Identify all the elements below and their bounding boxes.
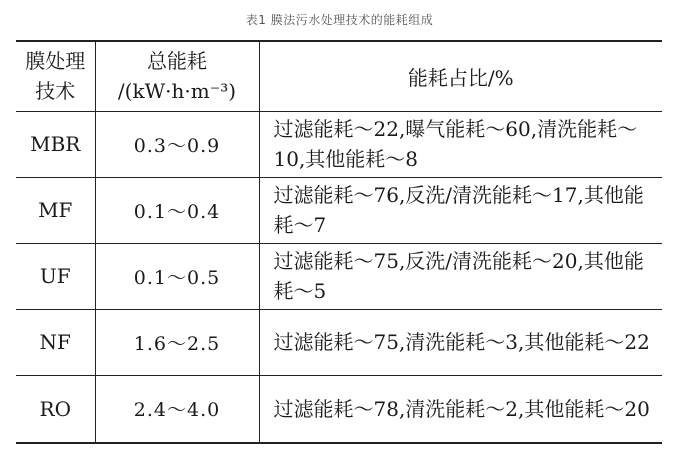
- cell-energy-ratio: 过滤能耗～78,清洗能耗～2,其他能耗～20: [259, 375, 662, 443]
- header-technology-line2: 技术: [35, 79, 76, 104]
- cell-technology: RO: [16, 375, 95, 443]
- cell-energy-ratio: 过滤能耗～22,曝气能耗～60,清洗能耗～10,其他能耗～8: [259, 111, 662, 177]
- table-row: [16, 111, 662, 177]
- cell-energy-ratio: 过滤能耗～75,清洗能耗～3,其他能耗～22: [259, 309, 662, 375]
- cell-technology: MF: [16, 177, 95, 243]
- cell-energy-ratio: 过滤能耗～76,反洗/清洗能耗～17,其他能耗～7: [259, 177, 662, 243]
- cell-total-energy: 0.1～0.4: [95, 177, 259, 243]
- cell-total-energy: 2.4～4.0: [95, 375, 259, 443]
- cell-energy-ratio: 过滤能耗～75,反洗/清洗能耗～20,其他能耗～5: [259, 243, 662, 309]
- table-caption: 表1 膜法污水处理技术的能耗组成: [245, 13, 434, 27]
- header-energy-ratio: 能耗占比/%: [259, 41, 662, 111]
- header-technology: [16, 41, 95, 111]
- table-row: [16, 243, 662, 309]
- table-row: [16, 309, 662, 375]
- cell-total-energy: 0.3～0.9: [95, 111, 259, 177]
- header-row: [16, 41, 662, 111]
- cell-technology: NF: [16, 309, 95, 375]
- header-total-energy-line1: 总能耗: [147, 49, 207, 74]
- header-total-energy: [95, 41, 259, 111]
- header-technology-line1: 膜处理: [25, 49, 86, 74]
- table-row: [16, 177, 662, 243]
- header-total-energy-unit: /(kW·h·m⁻³): [117, 79, 237, 104]
- cell-total-energy: 0.1～0.5: [95, 243, 259, 309]
- energy-table: [16, 40, 662, 444]
- cell-total-energy: 1.6～2.5: [95, 309, 259, 375]
- cell-technology: UF: [16, 243, 95, 309]
- cell-technology: MBR: [16, 111, 95, 177]
- table-row: [16, 375, 662, 443]
